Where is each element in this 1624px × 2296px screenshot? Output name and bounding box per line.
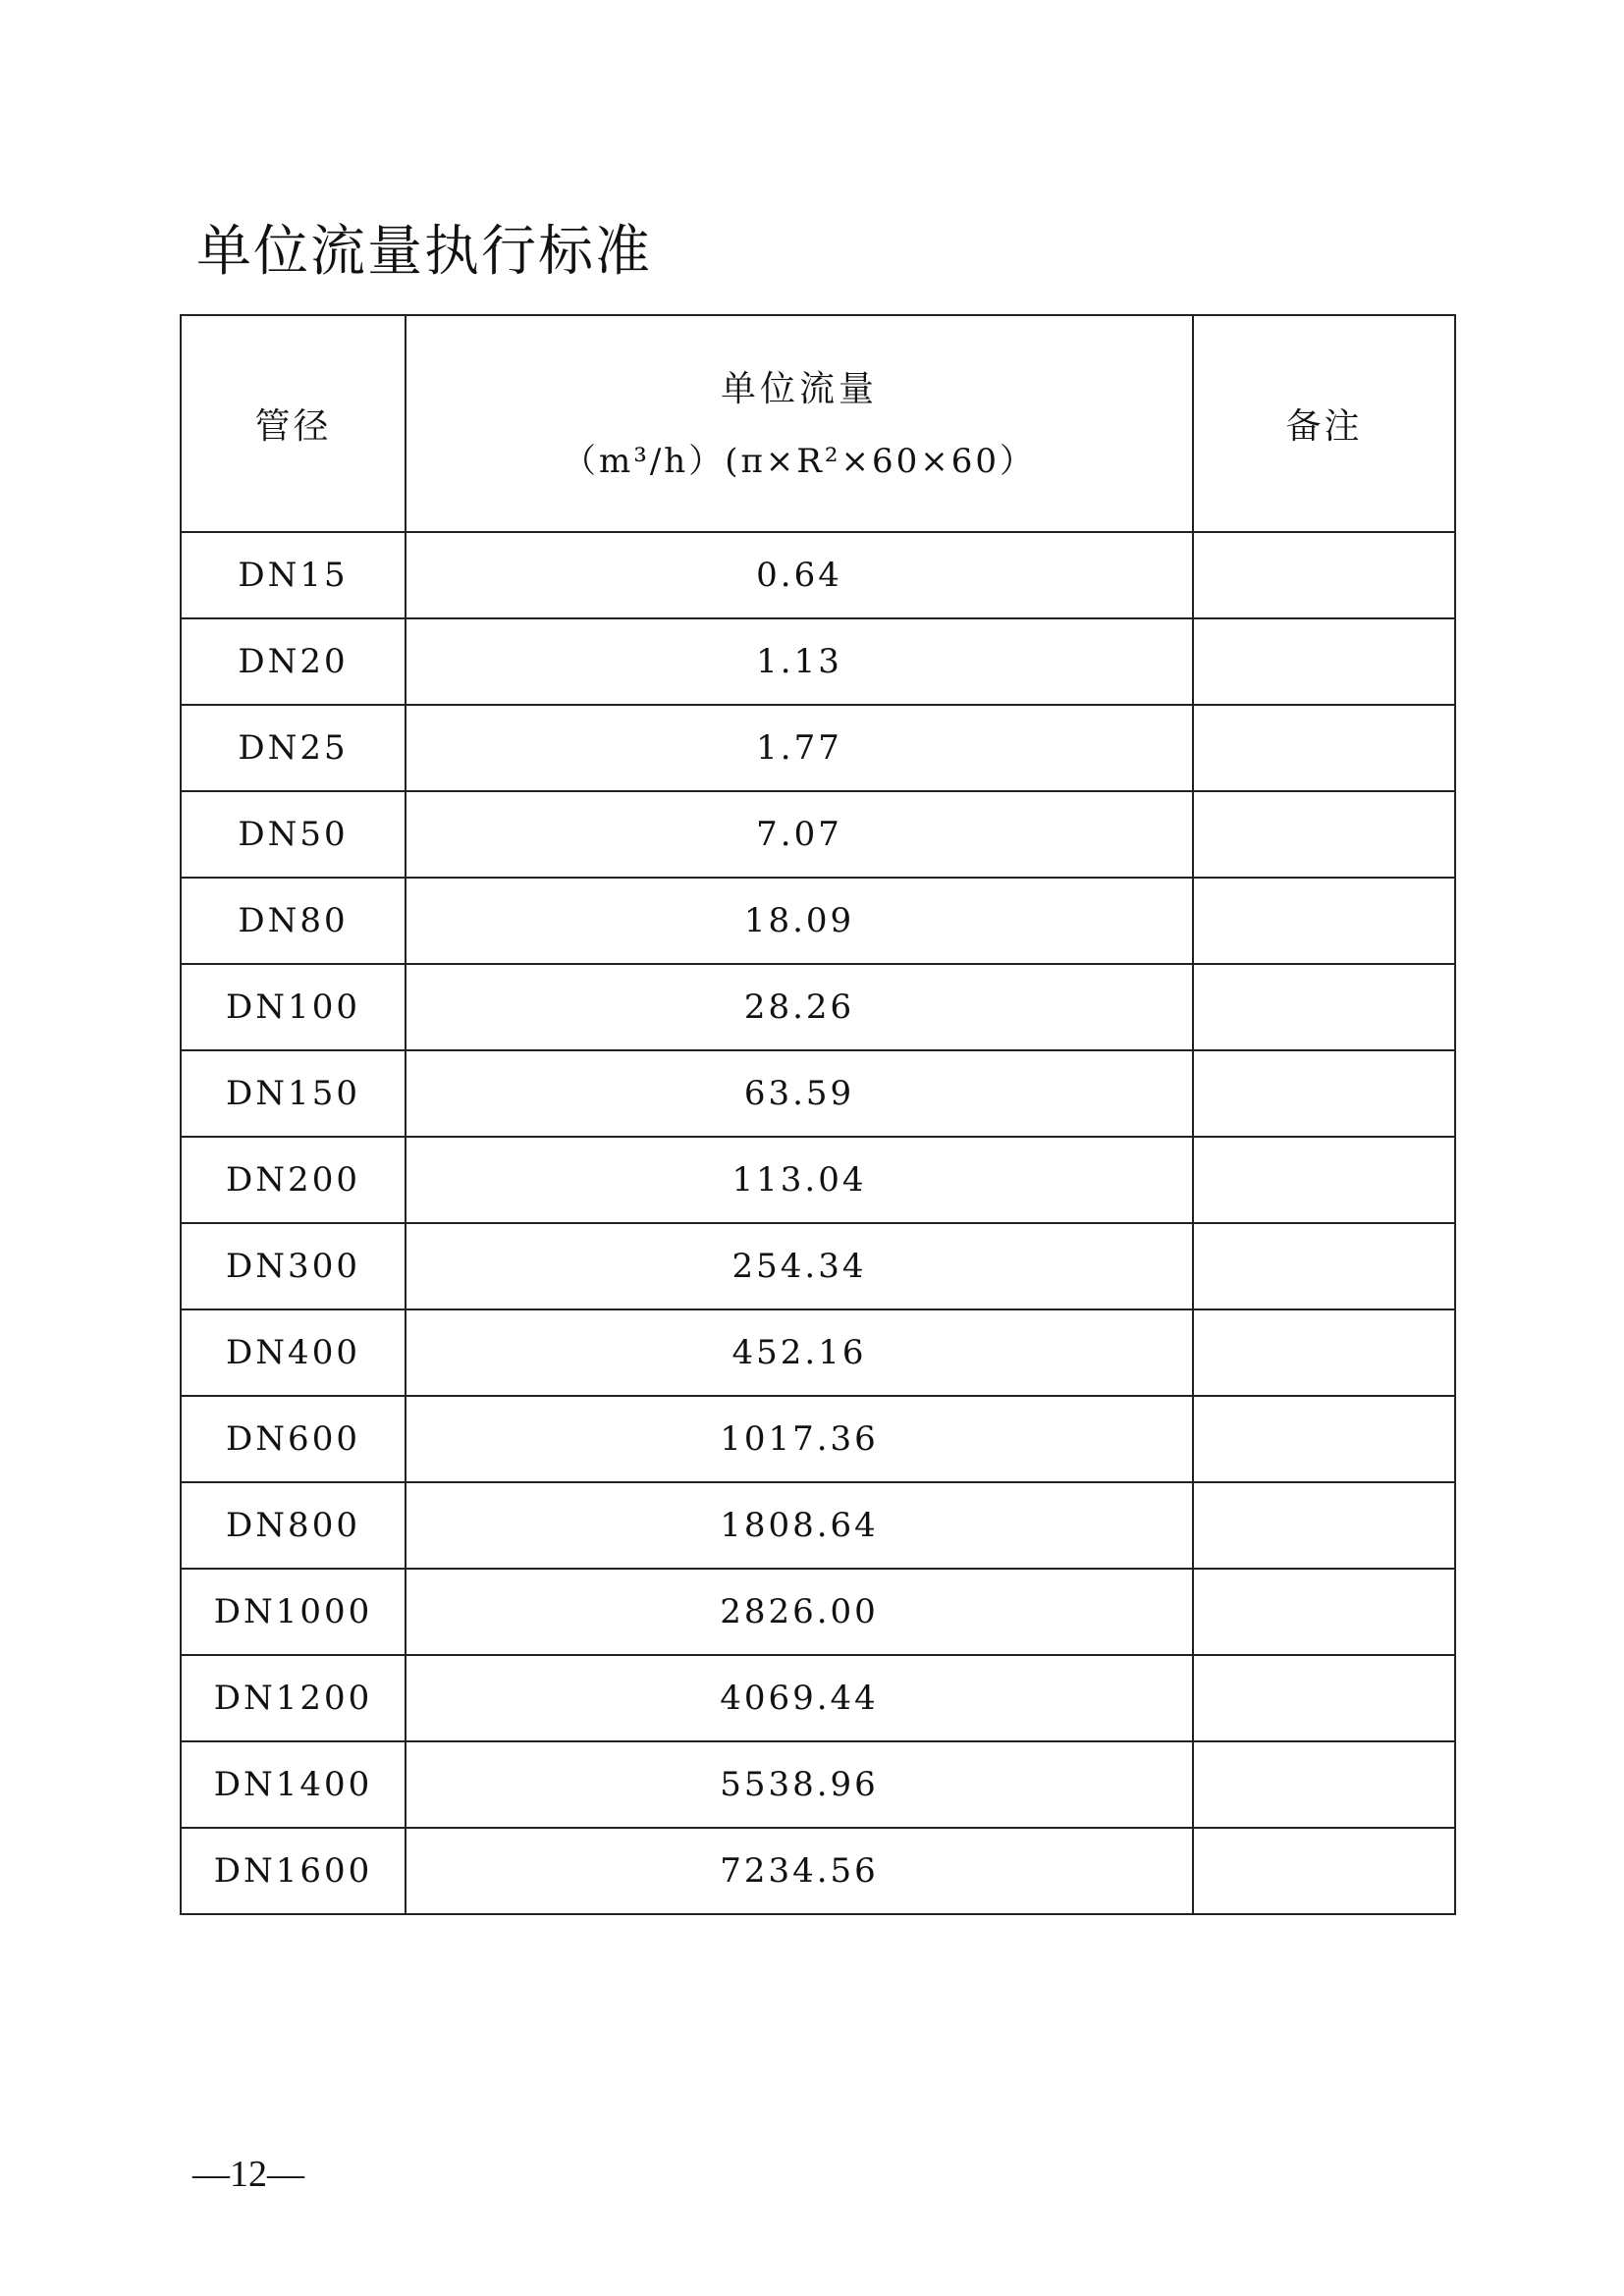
header-unit-flow [406,315,1193,532]
table-row [181,791,1455,878]
table-row [181,1309,1455,1396]
flow-cell: 4069.44 [406,1655,1193,1741]
flow-cell: 5538.96 [406,1741,1193,1828]
note-cell [1193,878,1455,964]
table-row [181,1569,1455,1655]
note-cell [1193,1569,1455,1655]
note-cell [1193,1396,1455,1482]
note-cell [1193,1482,1455,1569]
table-row [181,1482,1455,1569]
diameter-cell: DN80 [181,878,406,964]
diameter-cell: DN150 [181,1050,406,1137]
header-pipe-diameter: 管径 [181,315,406,532]
page-title: 单位流量执行标准 [196,220,652,284]
note-cell [1193,1137,1455,1223]
header-unit-flow-formula: （m³/h）(π×R²×60×60） [562,441,1037,481]
header-remarks: 备注 [1193,315,1455,532]
flow-cell: 0.64 [406,532,1193,618]
table-row [181,1050,1455,1137]
table-row [181,1741,1455,1828]
diameter-cell: DN600 [181,1396,406,1482]
note-cell [1193,1309,1455,1396]
flow-cell: 7.07 [406,791,1193,878]
table-row [181,1223,1455,1309]
diameter-cell: DN1200 [181,1655,406,1741]
table-header-row [181,315,1455,532]
note-cell [1193,1655,1455,1741]
note-cell [1193,1741,1455,1828]
table-row [181,878,1455,964]
table-row [181,1828,1455,1914]
note-cell [1193,964,1455,1050]
flow-cell: 254.34 [406,1223,1193,1309]
diameter-cell: DN20 [181,618,406,705]
flow-cell: 2826.00 [406,1569,1193,1655]
flow-cell: 1.13 [406,618,1193,705]
diameter-cell: DN1400 [181,1741,406,1828]
table-row [181,1137,1455,1223]
flow-standard-table [180,314,1456,1915]
diameter-cell: DN15 [181,532,406,618]
table-row [181,1655,1455,1741]
flow-cell: 1017.36 [406,1396,1193,1482]
flow-cell: 113.04 [406,1137,1193,1223]
diameter-cell: DN50 [181,791,406,878]
diameter-cell: DN800 [181,1482,406,1569]
note-cell [1193,1828,1455,1914]
flow-cell: 7234.56 [406,1828,1193,1914]
header-unit-flow-label: 单位流量 [720,368,878,409]
flow-cell: 1808.64 [406,1482,1193,1569]
flow-cell: 18.09 [406,878,1193,964]
diameter-cell: DN100 [181,964,406,1050]
note-cell [1193,705,1455,791]
table-body [181,532,1455,1914]
flow-cell: 28.26 [406,964,1193,1050]
diameter-cell: DN25 [181,705,406,791]
note-cell [1193,1223,1455,1309]
note-cell [1193,1050,1455,1137]
table-row [181,618,1455,705]
flow-cell: 452.16 [406,1309,1193,1396]
table-row [181,1396,1455,1482]
diameter-cell: DN1600 [181,1828,406,1914]
flow-cell: 1.77 [406,705,1193,791]
diameter-cell: DN300 [181,1223,406,1309]
diameter-cell: DN200 [181,1137,406,1223]
note-cell [1193,532,1455,618]
diameter-cell: DN400 [181,1309,406,1396]
table-row [181,532,1455,618]
table-row [181,964,1455,1050]
diameter-cell: DN1000 [181,1569,406,1655]
table-row [181,705,1455,791]
note-cell [1193,618,1455,705]
note-cell [1193,791,1455,878]
flow-cell: 63.59 [406,1050,1193,1137]
page-number: —12— [192,2154,304,2195]
